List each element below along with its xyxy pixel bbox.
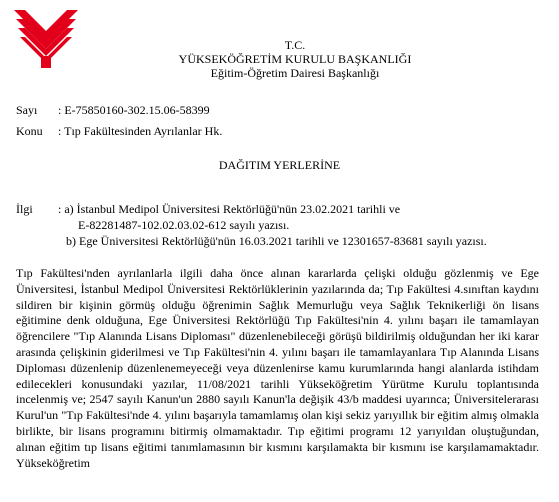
header-department: Eğitim-Öğretim Dairesi Başkanlığı: [210, 66, 380, 80]
konu-value: : Tıp Fakültesinden Ayrılanlar Hk.: [58, 124, 223, 138]
header-institution: YÜKSEKÖĞRETİM KURULU BAŞKANLIĞI: [178, 52, 412, 66]
konu-row: [16, 124, 222, 138]
body-paragraph: Tıp Fakültesi'nden ayrılanlarla ilgili daha önce alınan kararlarda çelişki olduğu gözlenmiş ve Ege Üniversitesi, İstanbul Medipol Üniversitesi Rektörlüklerinin yazılarında da; Tıp Fakültesi 4.sınıftan kaydını sildiren bir kişinin görmüş olduğu öğrenimin Sağlık Memurluğu veya Sağlık Teknikerliği ön lisans eğitimine denk olduğuna, Ege Üniversitesi Rektörlüğü Tıp Fakültesi'nin 4. yılını başarı ile tamamlayan öğrencilere "Tıp Alanında Lisans Diploması" düzenlenebileceği görüşü bildirilmiş olduğundan her iki karar arasında çelişkinin giderilmesi ve Tıp Fakültesi'nin 4. yılını başarı ile tamamlayanlara Tıp Alanında Lisans Diploması düzenlenip düzenlenemeyeceği veya düzenlenirse kamu kurumlarında hangi alanlarda istihdam edilecekleri konusundaki yazılar, 11/08/2021 tarihli Yükseköğretim Yürütme Kurulu toplantısında incelenmiş ve; 2547 sayılı Kanun'un 2880 sayılı Kanun'la değişik 43/b maddesi uyarınca; Üniversitelerarası Kurul'un "Tıp Fakültesi'nde 4. yılını başarıyla tamamlamış olan kişi sekiz yarıyıllık bir eğitim almış olmakla birlikte, bir lisans programını bitirmiş olmamaktadır. Tıp eğitimi programı 12 yarıyıldan oluştuğundan, alınan eğitim tıp lisans eğitimi tanımlamasının bir kısmını karşılamakta bir kısmını ise karşılamamaktadır. Yükseköğretim: [16, 266, 539, 470]
sayi-row: [16, 103, 210, 117]
ilgi-item-b: b) Ege Üniversitesi Rektörlüğü'nün 16.03.2021 tarihli ve 12301657-83681 sayılı yazısı.: [66, 234, 487, 248]
distribution-title: DAĞITIM YERLERİNE: [218, 158, 341, 172]
ilgi-item-a-line1: : a) İstanbul Medipol Üniversitesi Rektörlüğü'nün 23.02.2021 tarihli ve: [58, 202, 401, 216]
yok-logo-icon: [14, 10, 78, 68]
ilgi-label: İlgi: [16, 202, 33, 216]
sayi-value: : E-75850160-302.15.06-58399: [58, 103, 210, 117]
konu-label: Konu: [16, 124, 43, 138]
sayi-label: Sayı: [16, 103, 38, 117]
header-tc: T.C.: [284, 38, 306, 52]
ilgi-item-a-line2: E-82281487-102.02.03.02-612 sayılı yazısı.: [78, 218, 290, 232]
letterhead: [150, 38, 440, 80]
